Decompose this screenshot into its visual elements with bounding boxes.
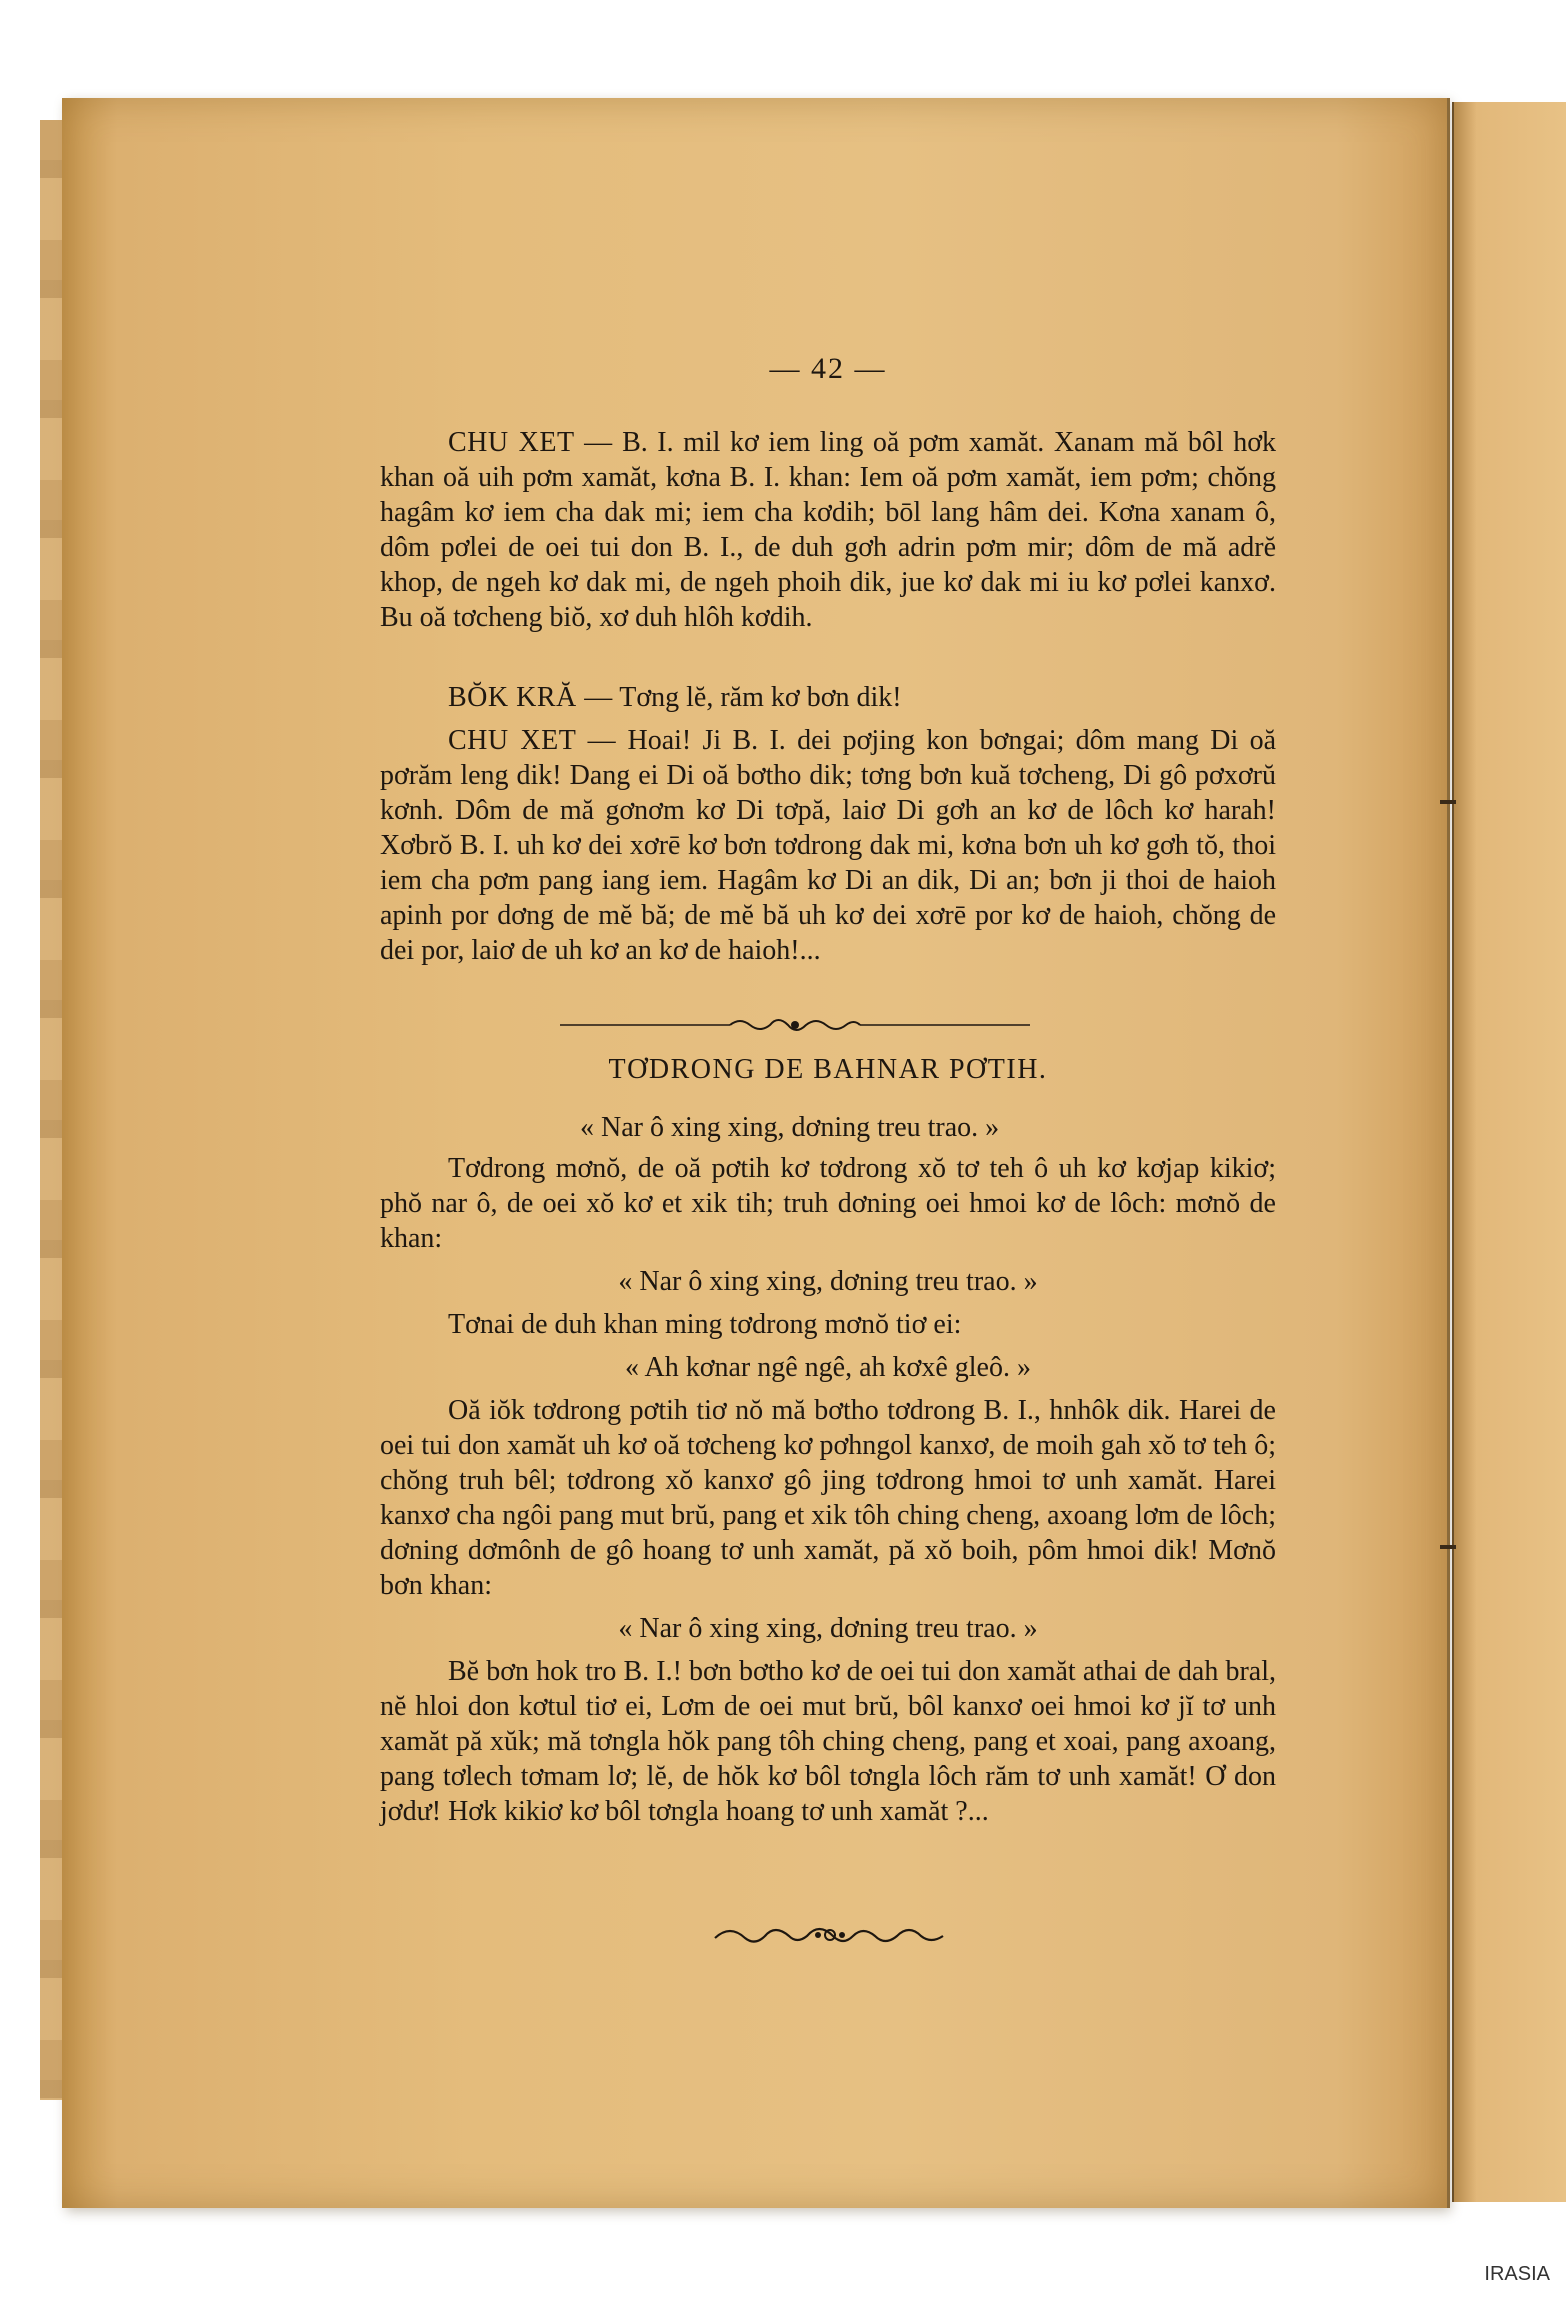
section-paragraph-4: Bĕ bơn hok tro B. I.! bơn bơtho kơ de oei tui don xamăt athai de dah bral, nĕ hloi don kơtul tiơ ei, Lơm de oei mut brŭ, bôl kanxơ oei hmoi kơ jĭ tơ unh xamăt pă xŭk; mă tơngla hŏk pang tôh ching cheng, pang et xoai, pang axoang, pang tơlech tơmam lơ; lĕ, de hŏk kơ bôl tơngla lôch răm tơ unh xamăt! Ơ don jơdư! Hơk kikiơ kơ bôl tơngla hoang tơ unh xamăt ?... [380, 1656, 1276, 1827]
speaker-label: CHU XET — [448, 427, 613, 458]
dialogue-chu-xet-1 [380, 425, 1276, 635]
dialogue-text: B. I. mil kơ iem ling oă pơm xamăt. Xanam mă bôl hơk khan oă uih pơm xamăt, kơna B. I. khan: Iem oă pơm xamăt, iem pơm; chŏng hagâm kơ iem cha dak mi; iem cha kơdih; bōl lang hâm dei. Kơna xanam ô, dôm pơlei de oei tui don B. I., de duh gơh adrin pơm mir; dôm de mă adrĕ khop, de ngeh kơ dak mi, de ngeh phoih dik, jue kơ dak mi iu kơ pơlei kanxơ. Bu oă tơcheng biŏ, xơ duh hlôh kơdih. [380, 427, 1277, 633]
fold-mark [1440, 1545, 1456, 1549]
section-body [380, 1110, 1276, 1829]
page-number: — 42 — [769, 352, 887, 385]
section-paragraph-2: Tơnai de duh khan ming tơdrong mơnŏ tiơ ei: [448, 1309, 962, 1340]
end-ornament [710, 1918, 950, 1952]
watermark: IRASIA [1484, 2263, 1550, 2285]
quote-2: « Ah kơnar ngê ngê, ah kơxê gleô. » [625, 1352, 1031, 1383]
section-paragraph-1: Tơdrong mơnŏ, de oă pơtih kơ tơdrong xŏ tơ teh ô uh kơ kơjap kikiơ; phŏ nar ô, de oei xŏ kơ et xik tih; truh dơning oei hmoi kơ de lôch: mơnŏ de khan: [380, 1153, 1276, 1254]
quote-3: « Nar ô xing xing, dơning treu trao. » [618, 1613, 1038, 1644]
section-paragraph-3: Oă iŏk tơdrong pơtih tiơ nŏ mă bơtho tơdrong B. I., hnhôk dik. Harei de oei tui don xamăt uh kơ oă tơcheng kơ pơhngol kanxơ, de moih gah xŏ tơ teh ô; chŏng truh bêl; tơdrong xŏ kanxơ gô jing tơdrong hmoi tơ unh xamăt. Harei kanxơ cha ngôi pang mut brŭ, pang et xik tôh ching cheng, axoang lơm de lôch; dơning dơmônh de gô hoang tơ unh xamăt, pă xŏ boih, pôm hmoi dik! Mơnŏ bơn khan: [380, 1395, 1276, 1601]
dialogue-paragraph [380, 723, 1276, 968]
dialogue-text: Hoai! Ji B. I. dei pơjing kon bơngai; dôm mang Di oă pơrăm leng dik! Dang ei Di oă bơtho dik; tơng bơn kuă tơcheng, Di gô pơxơrŭ kơnh. Dôm de mă gơnơm kơ Di tơpă, laiơ Di gơh an kơ de lôch kơ harah! Xơbrŏ B. I. uh kơ dei xơrē kơ bơn tơdrong dak mi, kơna bơn uh kơ gơh tŏ, thoi iem cha pơm pang iang iem. Hagâm kơ Di an dik, Di an; bơn ji thoi de haioh apinh por dơng de mĕ bă; de mĕ bă uh kơ dei xơrē por kơ de haioh, chŏng de dei por, laiơ de uh kơ an kơ de haioh!... [380, 725, 1277, 966]
dialogue-paragraph [380, 425, 1276, 635]
dialogue-text: Tơng lĕ, răm kơ bơn dik! [619, 682, 902, 713]
quote-1: « Nar ô xing xing, dơning treu trao. » [618, 1266, 1038, 1297]
speaker-label: CHU XET — [448, 725, 617, 756]
fold-mark [1440, 800, 1456, 804]
section-title: TƠDRONG DE BAHNAR PƠTIH. [608, 1054, 1048, 1085]
epigraph: « Nar ô xing xing, dơning treu trao. » [580, 1112, 1000, 1143]
dialogue-chu-xet-2 [380, 723, 1276, 968]
next-page-edge [1452, 102, 1566, 2202]
speaker-label: BŎK KRĂ — [448, 682, 613, 713]
dialogue-bok-kra [380, 680, 1276, 715]
dialogue-paragraph [380, 680, 1276, 715]
divider-ornament [560, 1013, 1030, 1037]
